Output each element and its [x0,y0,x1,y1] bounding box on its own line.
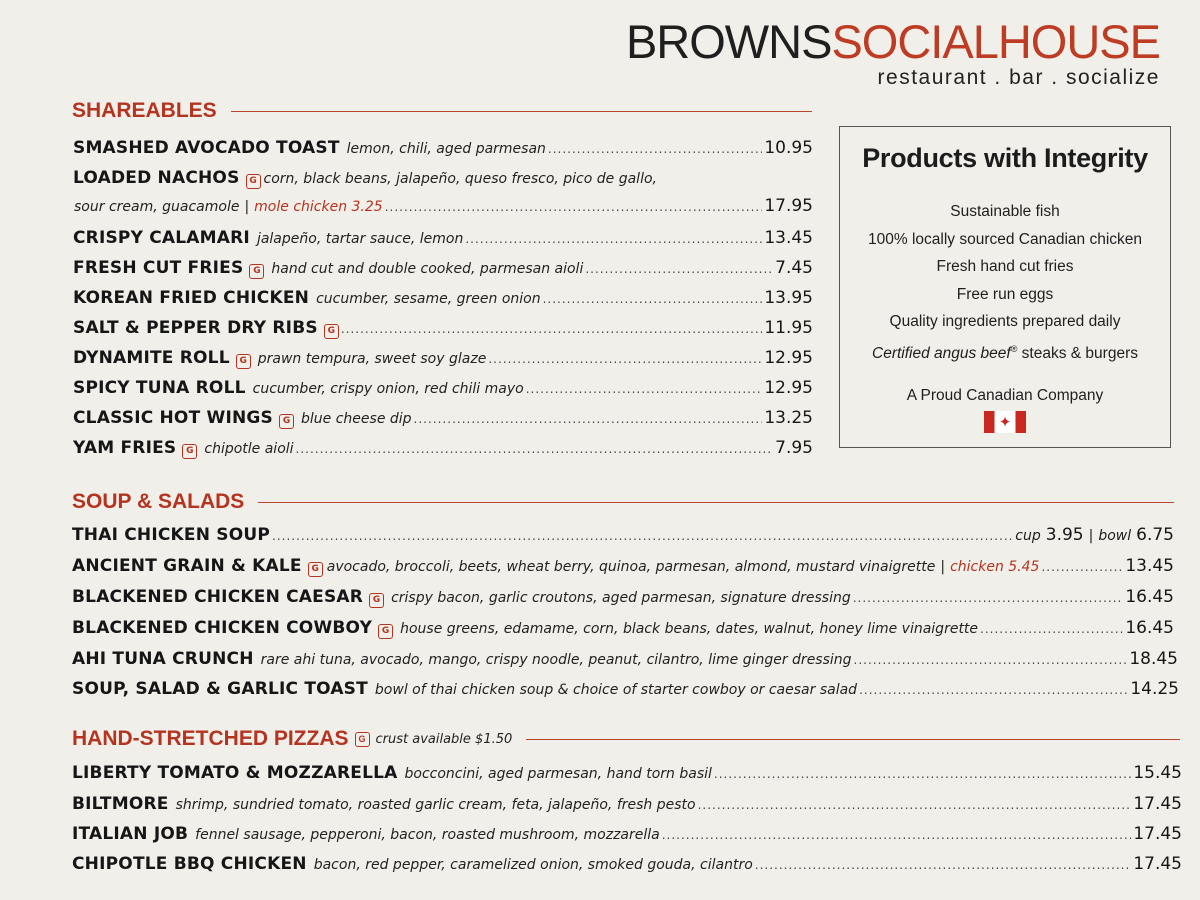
item-description: house greens, edamame, corn, black beans, dates, walnut, honey lime vinaigrette [400,621,979,637]
item-name: ANCIENT GRAIN & KALE [72,556,302,576]
item-description: bacon, red pepper, caramelized onion, smoked gouda, cilantro [313,857,753,873]
menu-item [72,679,1179,699]
item-addon: chicken 5.45 [950,559,1040,575]
separator: | [1088,528,1094,544]
integrity-line: 100% locally sourced Canadian chicken [868,230,1142,248]
gluten-friendly-icon: G [324,324,339,339]
integrity-line: Fresh hand cut fries [936,258,1074,275]
item-name: SOUP, SALAD & GARLIC TOAST [72,679,368,699]
brand-name-red: SOCIALHOUSE [831,15,1160,68]
leader-dots [543,292,763,306]
gluten-friendly-icon: G [369,593,384,608]
item-name: CRISPY CALAMARI [73,228,250,248]
section-heading-pizzas [72,727,1180,751]
brand-name-dark: BROWNS [625,15,832,68]
menu-item [73,408,813,429]
integrity-line: Sustainable fish [950,203,1060,220]
brand-logo [626,16,1160,68]
item-name: ITALIAN JOB [72,824,189,844]
item-description: blue cheese dip [301,411,412,427]
leader-dots [414,412,763,426]
menu-item [73,138,813,158]
leader-dots [714,767,1131,781]
item-name: THAI CHICKEN SOUP [72,525,271,545]
item-price: 18.45 [1129,649,1178,669]
item-name: CHIPOTLE BBQ CHICKEN [72,854,307,874]
gluten-friendly-icon: G [308,562,323,577]
menu-item [72,618,1174,639]
separator: | [940,559,946,575]
item-price: 7.95 [775,438,813,458]
item-price: 6.75 [1136,525,1174,545]
registered-mark: ® [1010,343,1018,354]
item-price: 14.25 [1130,679,1179,699]
brand-tagline: restaurant . bar . socialize [877,66,1160,89]
item-name: KOREAN FRIED CHICKEN [73,288,310,308]
section-rule [231,111,812,112]
menu-item [73,438,813,459]
integrity-line: Quality ingredients prepared daily [889,313,1121,330]
section-rule [258,502,1174,503]
gluten-friendly-icon: G [378,624,393,639]
item-name: FRESH CUT FRIES [73,258,244,278]
item-price: 16.45 [1125,587,1174,607]
leader-dots [272,529,1013,543]
item-price: 11.95 [764,318,813,338]
item-description: cucumber, sesame, green onion [316,291,541,307]
leader-dots [488,352,762,366]
integrity-line-beef [840,336,1170,368]
item-price: 17.45 [1133,794,1182,814]
item-description: bocconcini, aged parmesan, hand torn basil [404,766,712,782]
leader-dots [698,798,1132,812]
item-price: 13.25 [764,408,813,428]
separator: | [244,199,250,215]
section-title: HAND-STRETCHED PIZZAS [72,727,349,750]
menu-item [73,318,813,339]
gluten-friendly-icon: G [279,414,294,429]
item-name: YAM FRIES [73,438,177,458]
item-description: chipotle aioli [204,441,294,457]
item-name: BILTMORE [72,794,169,814]
item-description: crispy bacon, garlic croutons, aged parmesan, signature dressing [391,590,851,606]
bowl-label: bowl [1098,528,1132,544]
section-heading-soups [72,490,1174,514]
leader-dots [548,142,762,156]
gluten-friendly-icon: G [182,444,197,459]
beef-rest: steaks & burgers [1017,344,1138,362]
menu-item [72,794,1182,814]
menu-item [72,763,1182,783]
item-description: hand cut and double cooked, parmesan aioli [271,261,584,277]
leader-dots [854,653,1128,667]
item-description: bowl of thai chicken soup & choice of starter cowboy or caesar salad [374,682,858,698]
menu-item [73,348,813,369]
item-price: 13.45 [764,228,813,248]
integrity-list [840,198,1170,367]
leader-dots [755,858,1132,872]
item-description: lemon, chili, aged parmesan [346,141,546,157]
canada-flag-icon [984,411,1026,433]
gluten-friendly-icon: G [249,264,264,279]
item-price: 10.95 [764,138,813,158]
item-price: 15.45 [1133,763,1182,783]
item-description: cucumber, crispy onion, red chili mayo [252,381,524,397]
menu-item [73,168,813,189]
menu-item [73,258,813,279]
brand-header [626,16,1160,90]
menu-item [72,649,1178,669]
item-addon: mole chicken 3.25 [254,199,383,215]
section-rule [526,739,1180,740]
item-name: AHI TUNA CRUNCH [72,649,254,669]
item-name: SPICY TUNA ROLL [73,378,246,398]
crust-note: crust available $1.50 [375,731,513,747]
item-description: corn, black beans, jalapeño, queso fresco, pico de gallo, [263,171,657,187]
leader-dots [853,591,1124,605]
leader-dots [980,622,1123,636]
maple-leaf-icon: ✦ [998,413,1012,432]
integrity-line: Free run eggs [956,285,1054,303]
item-price: 12.95 [764,348,813,368]
leader-dots [385,200,763,214]
beef-italic: Certified angus beef [872,344,1011,362]
item-description: jalapeño, tartar sauce, lemon [256,231,464,247]
menu-item [72,854,1182,874]
item-name: LOADED NACHOS [73,168,240,188]
leader-dots [1041,560,1123,574]
item-name: SALT & PEPPER DRY RIBS [73,318,318,338]
gluten-friendly-icon: G [246,174,261,189]
item-price: 7.45 [775,258,813,278]
section-title: SOUP & SALADS [72,490,245,513]
item-description: rare ahi tuna, avocado, mango, crispy noodle, peanut, cilantro, lime ginger dressing [260,652,852,668]
gluten-friendly-icon: G [236,354,251,369]
item-name: BLACKENED CHICKEN COWBOY [72,618,373,638]
cup-label: cup [1015,528,1041,544]
leader-dots [585,262,773,276]
item-name: SMASHED AVOCADO TOAST [73,138,340,158]
cup-price: 3.95 [1045,525,1084,545]
leader-dots [465,232,762,246]
item-name: DYNAMITE ROLL [73,348,230,368]
gluten-friendly-icon: G [355,732,370,747]
menu-item [72,824,1182,844]
section-title: SHAREABLES [72,99,217,122]
leader-dots [341,322,763,336]
item-price: 17.45 [1133,854,1182,874]
menu-item [73,288,813,308]
section-heading-shareables [72,99,812,123]
menu-item [73,378,813,398]
item-price: 13.95 [764,288,813,308]
item-price: 17.95 [764,196,813,216]
leader-dots [662,828,1132,842]
item-description: shrimp, sundried tomato, roasted garlic cream, feta, jalapeño, fresh pesto [175,797,696,813]
leader-dots [526,382,763,396]
leader-dots [296,442,774,456]
menu-item [72,556,1174,577]
leader-dots [859,683,1128,697]
integrity-box [839,126,1171,448]
item-description-line2: sour cream, guacamole [74,199,240,215]
item-description: prawn tempura, sweet soy glaze [257,351,487,367]
proud-canadian-text: A Proud Canadian Company [906,387,1104,405]
menu-item [73,228,813,248]
item-description: fennel sausage, pepperoni, bacon, roasted mushroom, mozzarella [195,827,660,843]
menu-item [72,525,1174,545]
menu-item-continued [74,196,813,216]
item-name: BLACKENED CHICKEN CAESAR [72,587,364,607]
item-name: CLASSIC HOT WINGS [73,408,274,428]
item-description: avocado, broccoli, beets, wheat berry, quinoa, parmesan, almond, mustard vinaigrette [326,559,936,575]
item-price: 16.45 [1125,618,1174,638]
item-price: 12.95 [764,378,813,398]
item-price: 17.45 [1133,824,1182,844]
item-name: LIBERTY TOMATO & MOZZARELLA [72,763,398,783]
integrity-title: Products with Integrity [862,143,1148,173]
item-price: 13.45 [1125,556,1174,576]
menu-item [72,587,1174,608]
